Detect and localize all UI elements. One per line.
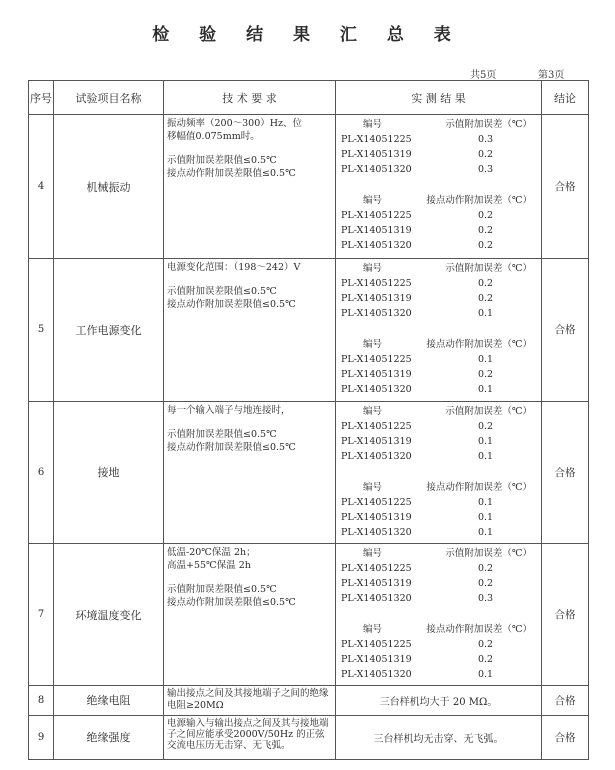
serial-number: PL-X14051319 xyxy=(341,577,412,589)
error-header: 接点动作附加误差（℃） xyxy=(426,623,532,635)
requirement-line: 振动频率（200～300）Hz、位 xyxy=(167,118,303,129)
error-value: 0.3 xyxy=(477,164,494,175)
spacer xyxy=(167,417,332,428)
serial-number: PL-X14051319 xyxy=(341,293,412,305)
serial-header: 编号 xyxy=(363,623,383,635)
requirement-line: 示值附加误差限值≤0.5℃ xyxy=(167,428,277,440)
page-current: 第3页 xyxy=(538,70,565,81)
serial-number: PL-X14051320 xyxy=(341,592,412,604)
error-header: 接点动作附加误差（℃） xyxy=(426,481,532,493)
row-number: 4 xyxy=(29,115,54,259)
header-row xyxy=(29,81,589,115)
serial-header: 编号 xyxy=(363,263,383,275)
serial-number: PL-X14051320 xyxy=(341,450,412,462)
requirement-line: 接点动作附加误差限值≤0.5℃ xyxy=(167,596,296,608)
serial-number: PL-X14051319 xyxy=(341,225,412,236)
result-block xyxy=(339,193,538,253)
error-value: 0.1 xyxy=(477,384,494,396)
result-block-header xyxy=(339,117,538,132)
table-row-9 xyxy=(29,715,589,759)
result-text: 三台样机均无击穿、无飞弧。 xyxy=(336,715,542,759)
error-header: 示值附加误差（℃） xyxy=(445,263,532,275)
serial-number: PL-X14051225 xyxy=(341,278,412,290)
test-item-name: 接地 xyxy=(54,401,164,543)
header-requirement: 技 术 要 求 xyxy=(164,81,336,115)
error-value: 0.1 xyxy=(477,496,494,508)
verdict: 合格 xyxy=(542,715,589,759)
serial-number: PL-X14051319 xyxy=(341,653,412,665)
spacer xyxy=(339,606,538,622)
verdict: 合格 xyxy=(542,259,589,401)
requirement-text xyxy=(164,401,336,543)
serial-header: 编号 xyxy=(363,547,383,559)
row-number: 7 xyxy=(29,543,54,685)
error-value: 0.1 xyxy=(477,511,494,523)
test-item-name: 工作电源变化 xyxy=(54,259,164,401)
error-value: 0.1 xyxy=(477,354,494,366)
spacer xyxy=(339,177,538,193)
verdict: 合格 xyxy=(542,401,589,543)
page-title: 检 验 结 果 汇 总 表 xyxy=(152,25,463,45)
error-value: 0.1 xyxy=(477,668,494,680)
serial-number: PL-X14051225 xyxy=(341,210,412,221)
result-line xyxy=(339,238,538,253)
requirement-line: 接点动作附加误差限值≤0.5℃ xyxy=(167,441,296,453)
error-value: 0.2 xyxy=(477,562,494,574)
result-line xyxy=(339,291,538,306)
error-value: 0.2 xyxy=(477,149,494,160)
test-item-name: 绝缘电阻 xyxy=(54,686,164,715)
row-number: 5 xyxy=(29,259,54,401)
test-item-name: 机械振动 xyxy=(54,115,164,259)
result-line xyxy=(339,576,538,591)
table-row-8 xyxy=(29,686,589,715)
test-item-name: 绝缘强度 xyxy=(54,715,164,759)
error-header: 示值附加误差（℃） xyxy=(445,119,532,130)
result-cell xyxy=(336,115,542,259)
row-number: 6 xyxy=(29,401,54,543)
serial-number: PL-X14051225 xyxy=(341,638,412,650)
result-line xyxy=(339,637,538,652)
result-block-header xyxy=(339,546,538,561)
result-line xyxy=(339,147,538,162)
result-block xyxy=(339,480,538,540)
serial-header: 编号 xyxy=(363,119,383,130)
requirement-line: 接点动作附加误差限值≤0.5℃ xyxy=(167,299,296,311)
serial-number: PL-X14051225 xyxy=(341,354,412,366)
error-value: 0.2 xyxy=(477,278,494,290)
serial-number: PL-X14051320 xyxy=(341,308,412,320)
result-line xyxy=(339,276,538,291)
error-value: 0.1 xyxy=(477,308,494,320)
serial-number: PL-X14051319 xyxy=(341,149,412,160)
result-line xyxy=(339,591,538,606)
serial-header: 编号 xyxy=(363,481,383,493)
result-block-header xyxy=(339,404,538,419)
serial-number: PL-X14051225 xyxy=(341,562,412,574)
row-number: 8 xyxy=(29,686,54,715)
result-line xyxy=(339,667,538,682)
error-value: 0.1 xyxy=(477,526,494,538)
result-line xyxy=(339,434,538,449)
table-row-5 xyxy=(29,259,589,401)
serial-number: PL-X14051225 xyxy=(341,496,412,508)
error-value: 0.1 xyxy=(477,435,494,447)
result-line xyxy=(339,525,538,540)
result-line xyxy=(339,352,538,367)
serial-number: PL-X14051319 xyxy=(341,435,412,447)
result-block xyxy=(339,546,538,606)
result-block-header xyxy=(339,261,538,276)
requirement-line: 每一个输入端子与地连接时， xyxy=(167,404,291,416)
header-verdict: 结论 xyxy=(542,81,589,115)
result-block xyxy=(339,261,538,321)
error-value: 0.2 xyxy=(477,225,494,236)
serial-header: 编号 xyxy=(363,405,383,417)
error-header: 接点动作附加误差（℃） xyxy=(426,339,532,351)
serial-number: PL-X14051225 xyxy=(341,420,412,432)
requirement-line: 示值附加误差限值≤0.5℃ xyxy=(167,583,277,595)
result-line xyxy=(339,162,538,177)
spacer xyxy=(339,321,538,337)
result-block-header xyxy=(339,480,538,495)
page-total: 共5页 xyxy=(470,70,497,81)
header-result: 实 测 结 果 xyxy=(336,81,542,115)
result-line xyxy=(339,495,538,510)
table-row-7 xyxy=(29,543,589,685)
row-number: 9 xyxy=(29,715,54,759)
result-line xyxy=(339,132,538,147)
error-value: 0.2 xyxy=(477,577,494,589)
error-value: 0.2 xyxy=(477,293,494,305)
result-cell xyxy=(336,401,542,543)
verdict: 合格 xyxy=(542,543,589,685)
serial-number: PL-X14051320 xyxy=(341,164,412,175)
serial-header: 编号 xyxy=(363,195,383,206)
result-block xyxy=(339,404,538,464)
serial-number: PL-X14051320 xyxy=(341,240,412,251)
error-value: 0.2 xyxy=(477,638,494,650)
result-line xyxy=(339,419,538,434)
error-value: 0.2 xyxy=(477,420,494,432)
serial-number: PL-X14051320 xyxy=(341,668,412,680)
spacer xyxy=(339,464,538,480)
result-block-header xyxy=(339,622,538,637)
spacer xyxy=(167,143,332,154)
requirement-text: 电源输入与输出接点之间及其与接地端子之间应能承受2000V/50Hz 的正弦交流电压历无击穿、无飞弧。 xyxy=(164,715,336,759)
error-value: 0.3 xyxy=(477,592,494,604)
error-header: 示值附加误差（℃） xyxy=(445,547,532,559)
serial-header: 编号 xyxy=(363,339,383,351)
requirement-text xyxy=(164,115,336,259)
result-line xyxy=(339,367,538,382)
result-line xyxy=(339,223,538,238)
spacer xyxy=(167,274,332,285)
result-line xyxy=(339,449,538,464)
verdict: 合格 xyxy=(542,115,589,259)
result-line xyxy=(339,510,538,525)
result-cell xyxy=(336,543,542,685)
test-item-name: 环境温度变化 xyxy=(54,543,164,685)
error-value: 0.2 xyxy=(477,653,494,665)
requirement-text xyxy=(164,543,336,685)
requirement-line: 高温+55℃保温 2h xyxy=(167,559,251,571)
header-no: 序号 xyxy=(29,81,54,115)
result-block-header xyxy=(339,337,538,352)
requirement-line: 移幅值0.075mm时。 xyxy=(167,131,260,142)
requirement-line: 低温-20℃保温 2h； xyxy=(167,546,256,558)
serial-number: PL-X14051319 xyxy=(341,511,412,523)
spacer xyxy=(167,572,332,583)
error-value: 0.3 xyxy=(477,134,494,145)
result-line xyxy=(339,561,538,576)
error-header: 示值附加误差（℃） xyxy=(445,405,532,417)
result-line xyxy=(339,652,538,667)
table-row-4 xyxy=(29,115,589,259)
error-value: 0.1 xyxy=(477,450,494,462)
result-line xyxy=(339,382,538,397)
result-block-header xyxy=(339,193,538,208)
result-cell xyxy=(336,259,542,401)
results-summary-table xyxy=(28,80,589,760)
requirement-line: 示值附加误差限值≤0.5℃ xyxy=(167,155,277,166)
serial-number: PL-X14051225 xyxy=(341,134,412,145)
table-row-6 xyxy=(29,401,589,543)
serial-number: PL-X14051320 xyxy=(341,384,412,396)
serial-number: PL-X14051320 xyxy=(341,526,412,538)
result-block xyxy=(339,117,538,177)
error-value: 0.2 xyxy=(477,369,494,381)
requirement-text xyxy=(164,259,336,401)
result-text: 三台样机均大于 20 MΩ。 xyxy=(336,686,542,715)
error-value: 0.2 xyxy=(477,240,494,251)
requirement-line: 示值附加误差限值≤0.5℃ xyxy=(167,286,277,298)
requirement-line: 接点动作附加误差限值≤0.5℃ xyxy=(167,168,296,179)
error-header: 接点动作附加误差（℃） xyxy=(426,195,532,206)
result-line xyxy=(339,306,538,321)
requirement-text: 输出接点之间及其接地端子之间的绝缘电阻≥20MΩ xyxy=(164,686,336,715)
error-value: 0.2 xyxy=(477,210,494,221)
serial-number: PL-X14051319 xyxy=(341,369,412,381)
requirement-line: 电源变化范围：（198～242）V xyxy=(167,262,301,274)
result-block xyxy=(339,337,538,397)
verdict: 合格 xyxy=(542,686,589,715)
result-line xyxy=(339,208,538,223)
result-block xyxy=(339,622,538,682)
header-item: 试验项目名称 xyxy=(54,81,164,115)
